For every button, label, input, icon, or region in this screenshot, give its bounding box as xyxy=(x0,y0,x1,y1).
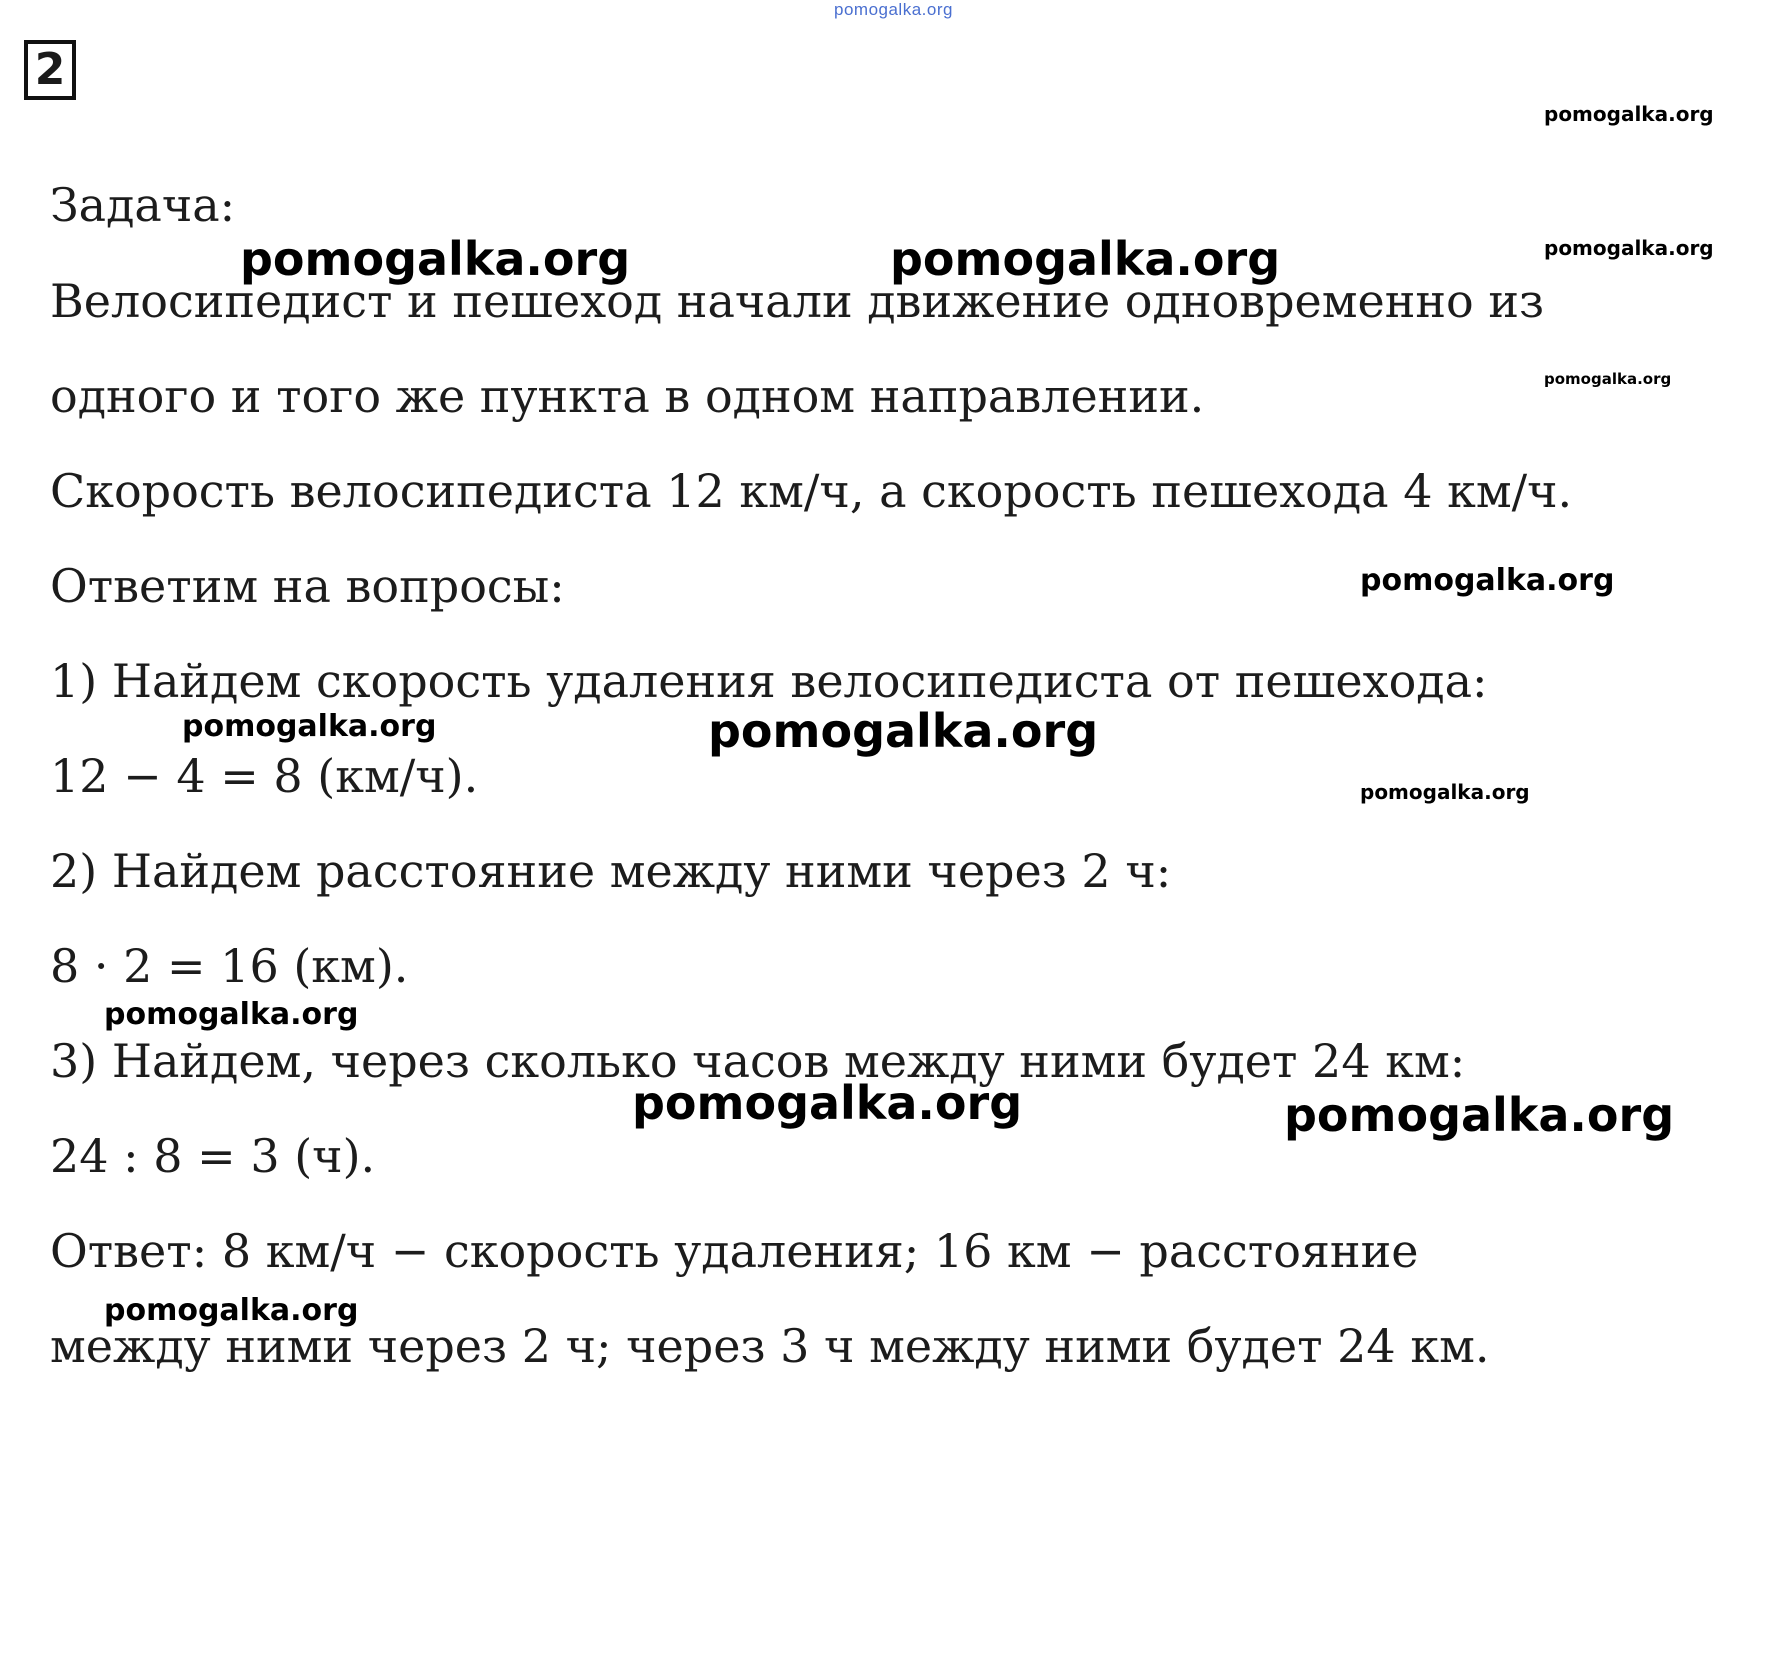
task-text-line-1: Велосипедист и пешеход начали движение одновременно из xyxy=(50,274,1545,328)
watermark: pomogalka.org xyxy=(890,232,1281,286)
watermark: pomogalka.org xyxy=(1360,563,1615,598)
task-heading: Задача: xyxy=(50,178,236,232)
step-3-text: 3) Найдем, через сколько часов между ними будет 24 км: xyxy=(50,1034,1466,1088)
answer-line-2: между ними через 2 ч; через 3 ч между ними будет 24 км. xyxy=(50,1319,1490,1373)
step-1-text: 1) Найдем скорость удаления велосипедиста от пешехода: xyxy=(50,654,1488,708)
questions-intro: Ответим на вопросы: xyxy=(50,559,565,613)
watermark: pomogalka.org xyxy=(1284,1088,1675,1142)
step-3-formula: 24 : 8 = 3 (ч). xyxy=(50,1129,376,1183)
watermark: pomogalka.org xyxy=(1544,236,1714,260)
watermark: pomogalka.org xyxy=(1544,102,1714,126)
watermark: pomogalka.org xyxy=(182,709,437,744)
task-text-line-3: Скорость велосипедиста 12 км/ч, а скорость пешехода 4 км/ч. xyxy=(50,464,1573,518)
watermark: pomogalka.org xyxy=(240,232,631,286)
task-text-line-2: одного и того же пункта в одном направлении. xyxy=(50,369,1205,423)
task-number-box: 2 xyxy=(24,40,76,100)
watermark: pomogalka.org xyxy=(1544,370,1672,388)
step-2-formula: 8 · 2 = 16 (км). xyxy=(50,939,409,993)
top-site-watermark: pomogalka.org xyxy=(834,0,953,19)
step-1-formula: 12 − 4 = 8 (км/ч). xyxy=(50,749,479,803)
watermark: pomogalka.org xyxy=(104,997,359,1032)
step-2-text: 2) Найдем расстояние между ними через 2 ч: xyxy=(50,844,1172,898)
watermark: pomogalka.org xyxy=(708,704,1099,758)
watermark: pomogalka.org xyxy=(104,1293,359,1328)
watermark: pomogalka.org xyxy=(632,1076,1023,1130)
answer-line-1: Ответ: 8 км/ч − скорость удаления; 16 км − расстояние xyxy=(50,1224,1419,1278)
watermark: pomogalka.org xyxy=(1360,780,1530,804)
